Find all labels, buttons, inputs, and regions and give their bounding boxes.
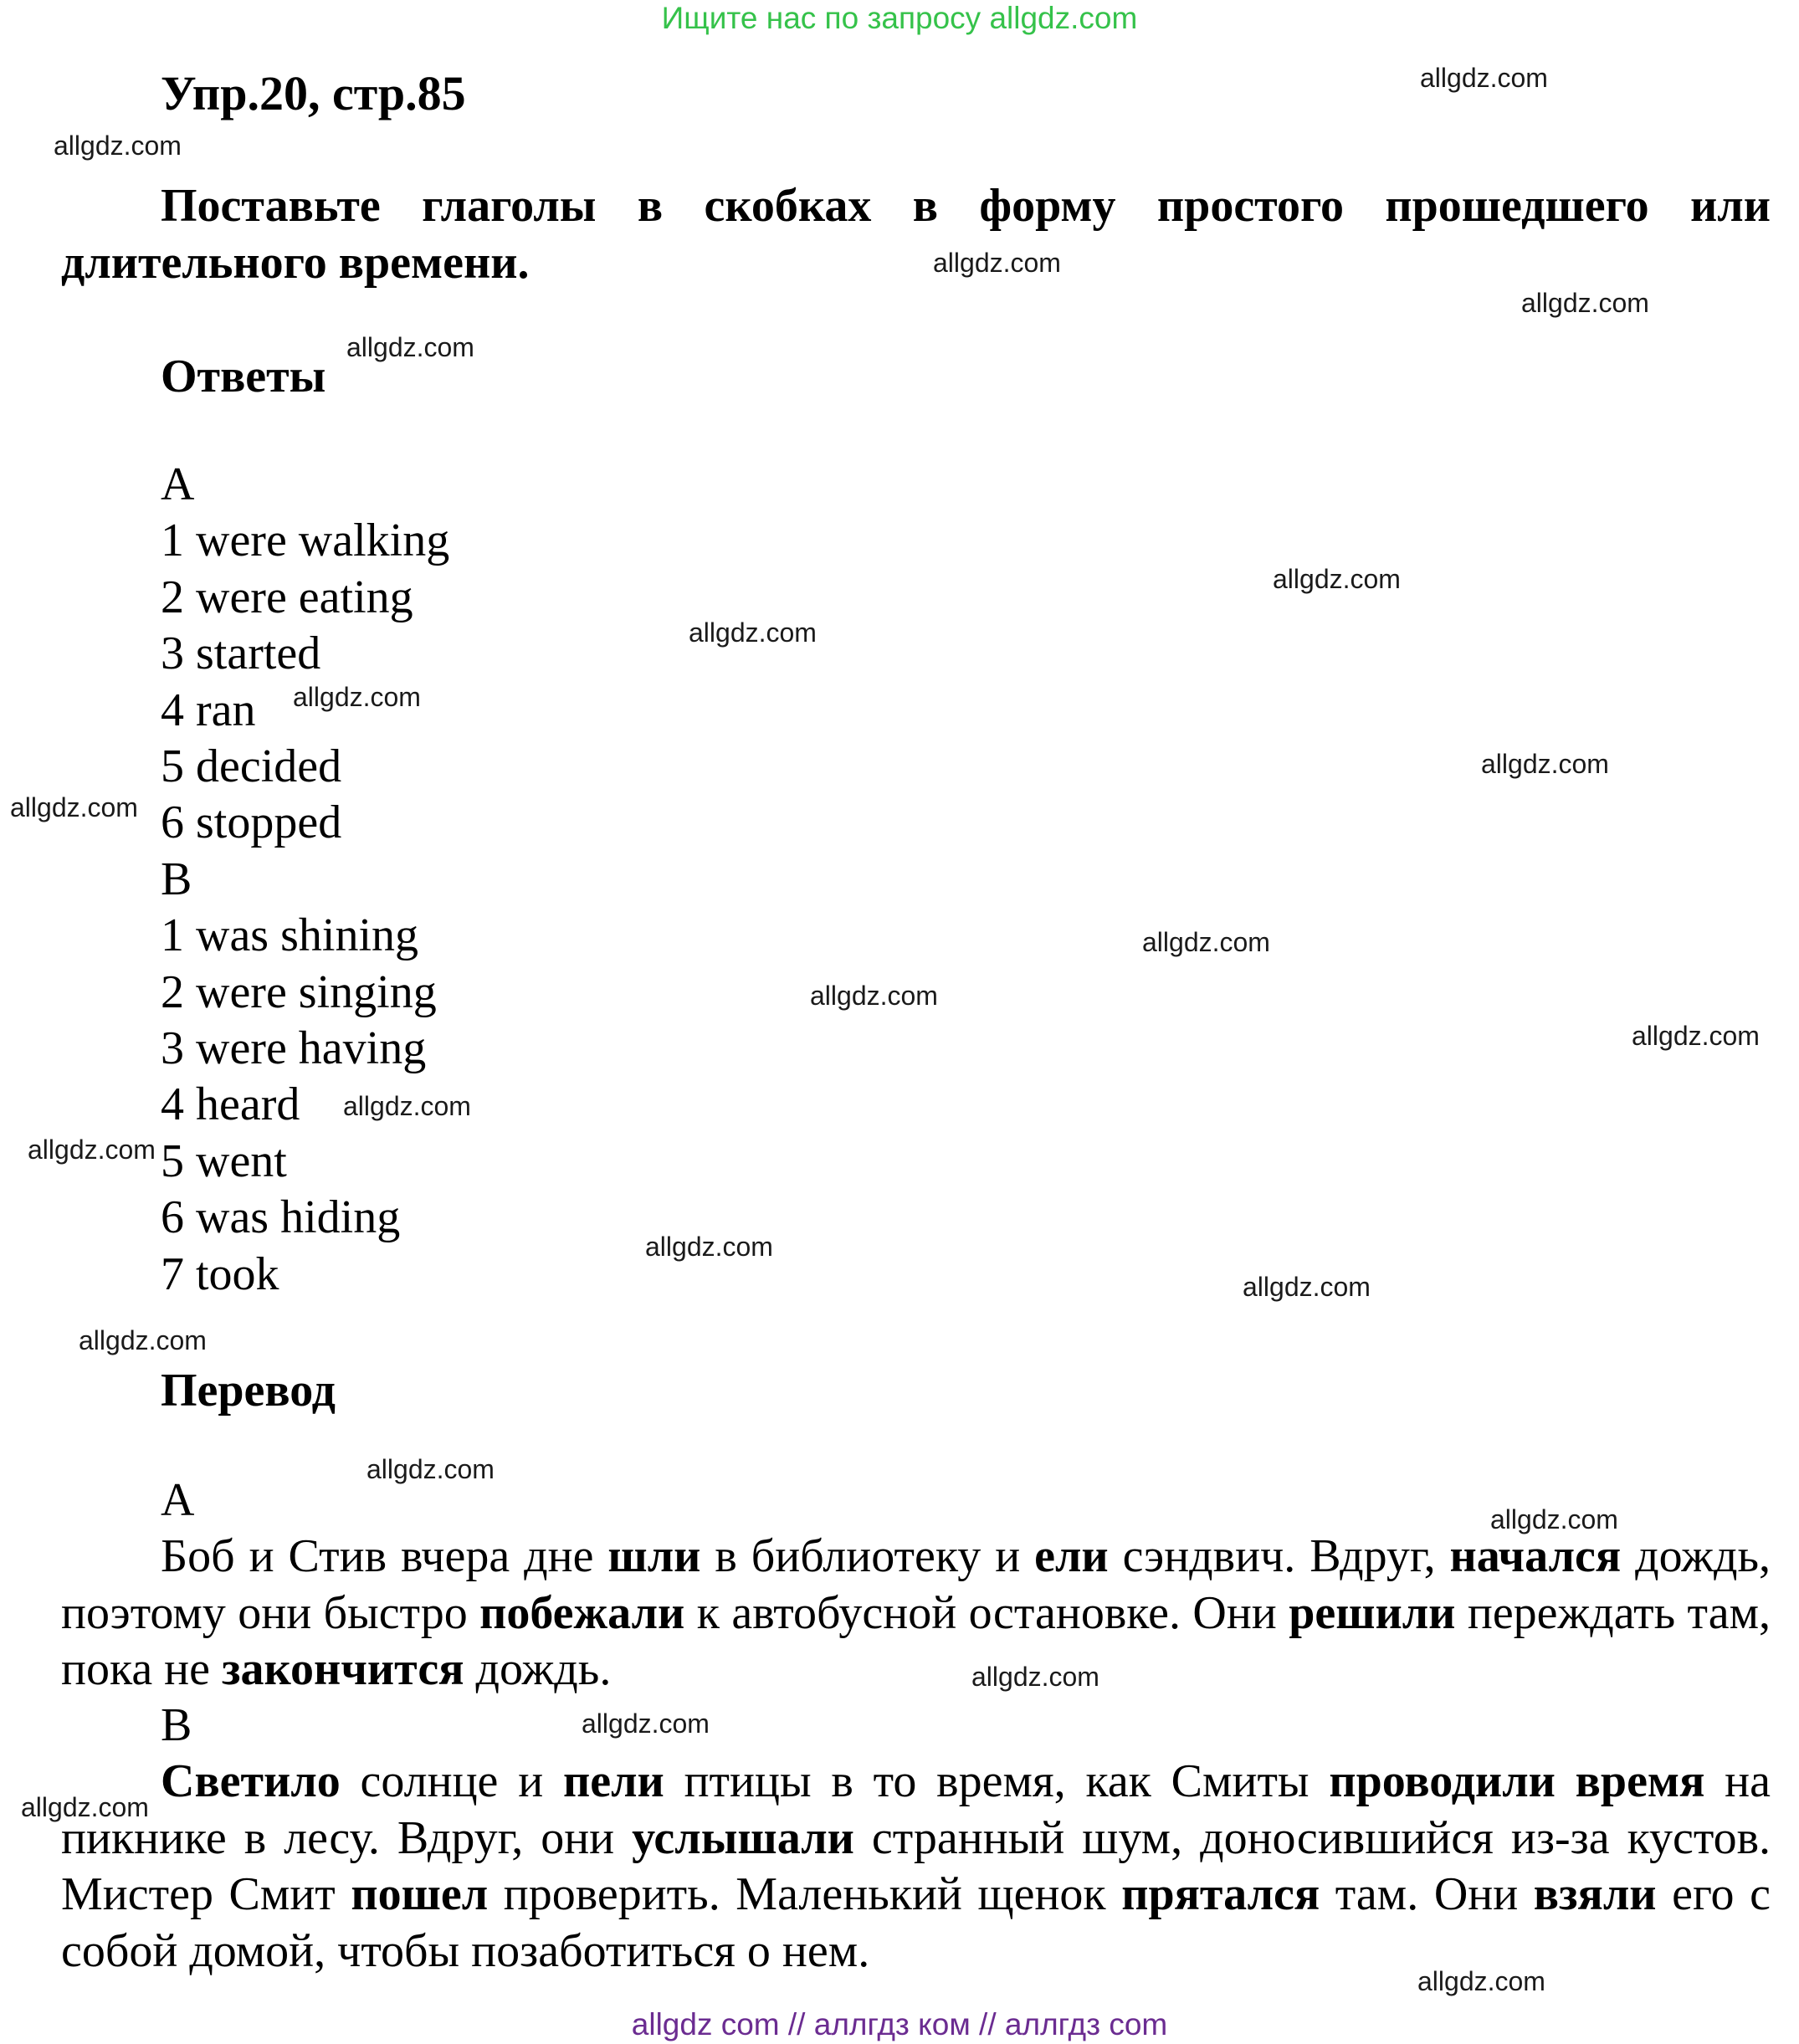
watermark: allgdz.com xyxy=(582,1708,710,1739)
watermark: allgdz.com xyxy=(293,682,421,712)
answer-item: 2 were eating xyxy=(161,571,413,623)
highlighted-verb: проводили время xyxy=(1329,1755,1705,1807)
answer-item: 4 heard xyxy=(161,1078,300,1131)
watermark: allgdz.com xyxy=(1273,564,1401,594)
answers-list xyxy=(161,457,449,1303)
watermark: allgdz.com xyxy=(54,131,182,161)
search-banner: Ищите нас по запросу allgdz.com xyxy=(661,1,1138,35)
translation-section-a-label: A xyxy=(161,1474,195,1526)
translation-paragraph-b: Светило солнце и пели птицы в то время, как Смиты проводили время на пикнике в лесу. Вдруг, они услышали странный шум, доносившийся из-за кустов. Мистер Смит пошел проверить. Маленький щенок прятался там. Они взяли его с собой домой, чтобы позаботиться о нем. xyxy=(61,1755,1771,1977)
watermark: allgdz.com xyxy=(1632,1021,1760,1051)
answer-item: 6 stopped xyxy=(161,797,342,849)
answer-section-a-label: A xyxy=(161,458,195,510)
answer-item: 5 went xyxy=(161,1135,287,1187)
watermark: allgdz.com xyxy=(810,981,938,1011)
watermark: allgdz.com xyxy=(79,1325,207,1355)
watermark: allgdz.com xyxy=(343,1091,471,1121)
highlighted-verb: начался xyxy=(1449,1530,1622,1582)
highlighted-verb: побежали xyxy=(479,1586,685,1639)
watermark: allgdz.com xyxy=(28,1135,156,1165)
translation-paragraph-a: Боб и Стив вчера дне шли в библиотеку и ели сэндвич. Вдруг, начался дождь, поэтому они быстро побежали к автобусной остановке. Они решили переждать там, пока не закончится дождь. xyxy=(61,1530,1771,1695)
highlighted-verb: взяли xyxy=(1533,1868,1657,1920)
watermark: allgdz.com xyxy=(346,332,474,362)
watermark: allgdz.com xyxy=(1417,1966,1545,1996)
translation-heading: Перевод xyxy=(161,1365,336,1416)
highlighted-verb: Светило xyxy=(161,1755,341,1807)
watermark: allgdz.com xyxy=(1243,1272,1371,1302)
translation-section-b-label: B xyxy=(161,1699,192,1751)
highlighted-verb: решили xyxy=(1289,1586,1456,1639)
answer-item: 5 decided xyxy=(161,740,342,793)
highlighted-verb: закончится xyxy=(222,1643,464,1695)
page-title: Упр.20, стр.85 xyxy=(161,66,466,120)
answers-heading: Ответы xyxy=(161,351,326,402)
watermark: allgdz.com xyxy=(689,617,817,648)
highlighted-verb: прятался xyxy=(1121,1868,1320,1920)
watermark: allgdz.com xyxy=(1420,63,1548,93)
watermark: allgdz.com xyxy=(933,248,1061,278)
watermark: allgdz.com xyxy=(21,1792,149,1822)
watermark: allgdz.com xyxy=(1521,288,1649,318)
answer-item: 3 were having xyxy=(161,1022,427,1075)
answer-item: 2 were singing xyxy=(161,966,437,1018)
task-instruction: Поставьте глаголы в скобках в форму простого прошедшего или длительного времени. xyxy=(61,180,1771,289)
watermark: allgdz.com xyxy=(971,1662,1099,1692)
watermark: allgdz.com xyxy=(1481,749,1609,779)
answer-item: 6 was hiding xyxy=(161,1191,401,1244)
answer-item: 1 was shining xyxy=(161,909,418,962)
answer-item: 3 started xyxy=(161,628,321,680)
watermark: allgdz.com xyxy=(1490,1504,1618,1534)
watermark: allgdz.com xyxy=(366,1454,495,1484)
watermark: allgdz.com xyxy=(645,1232,773,1262)
answer-item: 4 ran xyxy=(161,684,256,736)
answer-item: 7 took xyxy=(161,1247,279,1300)
highlighted-verb: ели xyxy=(1034,1530,1109,1582)
highlighted-verb: услышали xyxy=(632,1811,854,1864)
highlighted-verb: пели xyxy=(562,1755,664,1807)
footer-watermark: allgdz com // аллгдз ком // аллгдз com xyxy=(631,2007,1168,2041)
highlighted-verb: пошел xyxy=(351,1868,489,1920)
answer-section-b-label: B xyxy=(161,853,192,905)
watermark: allgdz.com xyxy=(10,792,138,822)
watermark: allgdz.com xyxy=(1142,927,1270,957)
answer-item: 1 were walking xyxy=(161,515,450,567)
highlighted-verb: шли xyxy=(607,1530,701,1582)
